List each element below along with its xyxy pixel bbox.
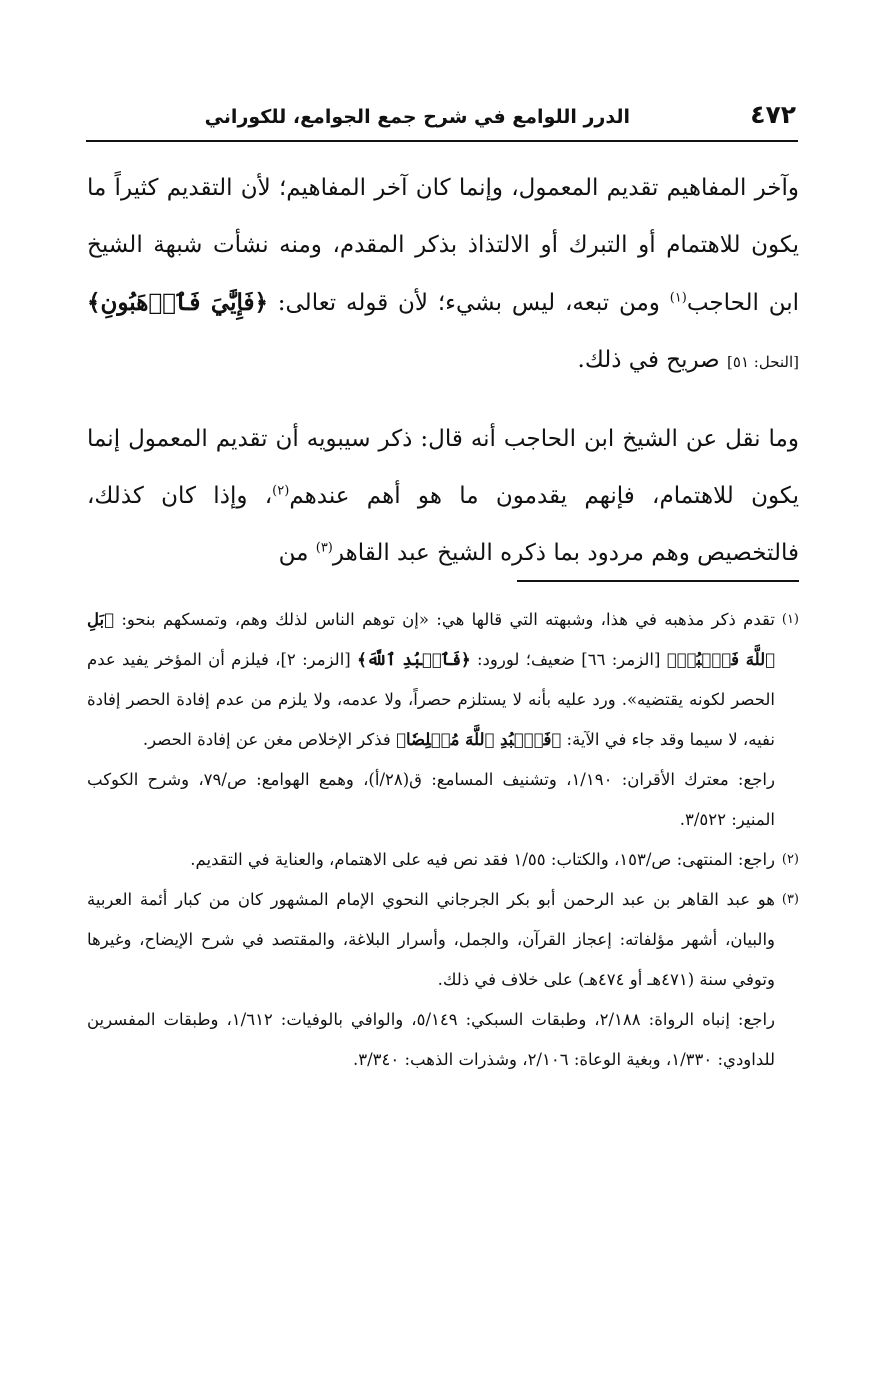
paragraph-1-text-b: ومن تبعه، ليس بشيء؛ لأن قوله تعالى:: [277, 290, 660, 316]
footnote-separator: [517, 580, 799, 582]
page-header: [86, 96, 798, 142]
footnote-1-text-b: ضعيف؛ لورود:: [477, 650, 575, 669]
verse-source: [الزمر: ٢]،: [275, 650, 351, 669]
paragraph-2: [87, 411, 799, 582]
quran-verse: ﴿فَٱعۡبُدِ ٱللَّهَ مُخۡلِصٗا﴾: [396, 730, 562, 749]
footnote-3: [87, 880, 799, 1000]
footnote-number: (١): [781, 612, 799, 627]
footnote-1-text-c: فيلزم أن المؤخر يفيد عدم الحصر لكونه يقتضيه». ورد عليه بأنه لا يستلزم حصراً، ولا عدمه، ولا يلزم من عدم إفادة الحصر إفادة نفيه، لا سيما وقد جاء في الآية:: [87, 650, 775, 749]
paragraph-2-text-b: ، وإذا كان كذلك، فالتخصيص وهم مردود بما ذكره الشيخ عبد القاهر: [87, 483, 799, 566]
footnote-1: [87, 600, 799, 760]
paragraph-1-text-a: وآخر المفاهيم تقديم المعمول، وإنما كان آخر المفاهيم؛ لأن التقديم كثيراً ما يكون للاهتمام أو التبرك أو الالتذاذ بذكر المقدم، ومنه نشأت شبهة الشيخ ابن الحاجب: [87, 175, 800, 316]
footnote-ref-3: (٣): [315, 540, 333, 556]
quran-verse: ﴿فَٱعۡبُدِ ٱللَّهَ﴾: [357, 650, 471, 669]
footnote-1-text-a: تقدم ذكر مذهبه في هذا، وشبهته التي قالها هي: «إن توهم الناس لذلك وهم، وتمسكهم بنحو:: [121, 610, 775, 629]
footnote-2: [87, 840, 799, 880]
page-number: ٤٧٢: [750, 100, 796, 129]
verse-source: [الزمر: ٦٦]: [581, 650, 661, 669]
paragraph-2-text-c: من: [278, 540, 309, 566]
footnote-ref-1: (١): [669, 290, 687, 306]
footnote-3-text: هو عبد القاهر بن عبد الرحمن أبو بكر الجرجاني النحوي الإمام المشهور كان من كبار أئمة العربية والبيان، أشهر مؤلفاته: إعجاز القرآن، والجمل، وأسرار البلاغة، والمقتصد في شرح الإيضاح، وغيرها وتوفي سنة (٤٧١هـ أو ٤٧٤هـ) على خلاف في ذلك.: [87, 890, 775, 989]
footnotes: [87, 600, 799, 1080]
paragraph-1-text-c: صريح في ذلك.: [577, 347, 720, 373]
main-text: [87, 160, 799, 582]
running-title: الدرر اللوامع في شرح جمع الجوامع، للكوراني: [204, 106, 630, 128]
footnote-3-references: راجع: إنباه الرواة: ٢/١٨٨، وطبقات السبكي: ٥/١٤٩، والوافي بالوفيات: ١/٦١٢، وطبقات المفسرين للداودي: ١/٣٣٠، وبغية الوعاة: ٢/١٠٦، وشذرات الذهب: ٣/٣٤٠.: [87, 1010, 776, 1069]
footnote-ref-2: (٢): [272, 483, 290, 499]
footnote-2-text: راجع: المنتهى: ص/١٥٣، والكتاب: ١/٥٥ فقد نص فيه على الاهتمام، والعناية في التقديم.: [190, 850, 775, 869]
footnote-number: (٢): [781, 852, 799, 867]
footnote-1-references: راجع: معترك الأقران: ١/١٩٠، وتشنيف المسامع: ق(٢٨/أ)، وهمع الهوامع: ص/٧٩، وشرح الكوكب المنير: ٣/٥٢٢.: [87, 770, 775, 829]
footnote-1-text-d: فذكر الإخلاص مغن عن إفادة الحصر.: [142, 730, 391, 749]
quran-verse: ﴿فَإِيَّٰيَ فَٱرۡهَبُونِ﴾: [87, 289, 268, 316]
footnote-number: (٣): [781, 892, 799, 907]
quran-verse: ﴿بَلِ ٱللَّهَ فَٱعۡبُدۡ﴾: [87, 610, 776, 669]
paragraph-2-text-a: وما نقل عن الشيخ ابن الحاجب أنه قال: ذكر سيبويه أن تقديم المعمول إنما يكون للاهتمام، فإنهم يقدمون ما هو أهم عندهم: [87, 426, 799, 509]
paragraph-1: [87, 160, 799, 391]
verse-source: [النحل: ٥١]: [727, 353, 799, 371]
